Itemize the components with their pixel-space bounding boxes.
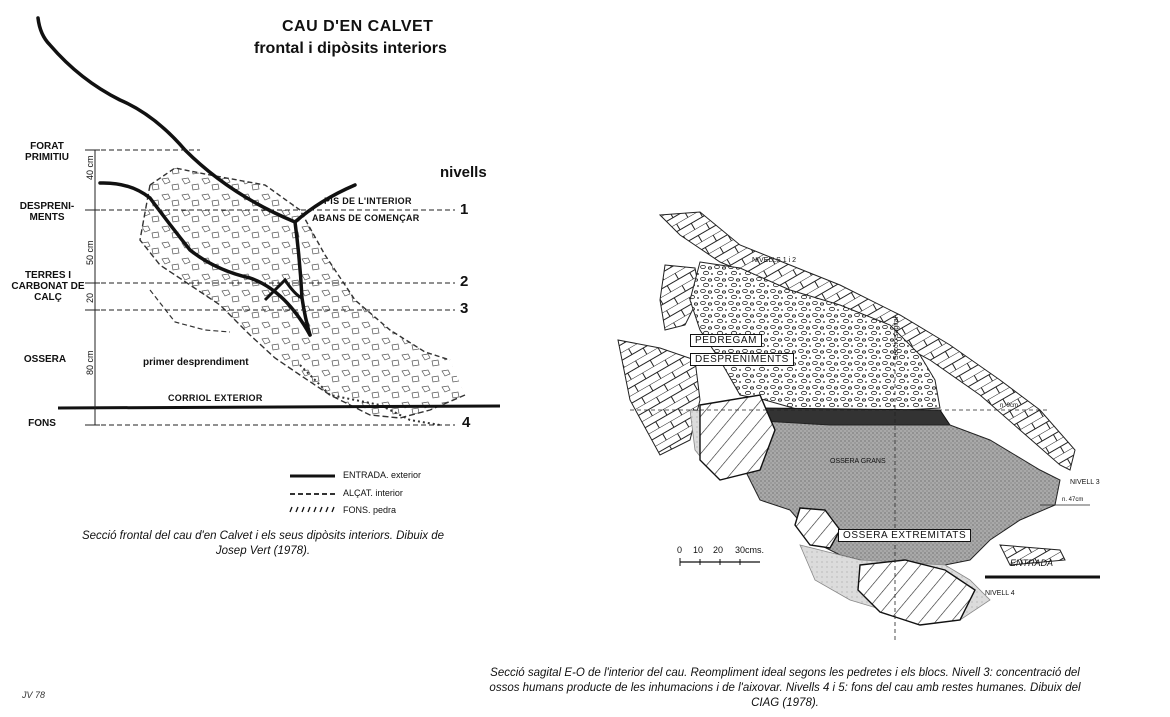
measure-80cm: 80 cm xyxy=(85,350,95,375)
label-terres: TERRES I CARBONAT DE CALÇ xyxy=(11,270,85,303)
right-caption-line2: ossos humans producte de les inhumacions i de l'aixovar. Nivells 4 i 5: fons del cau amb restes humanes. Dibuix del xyxy=(489,682,1081,694)
left-caption xyxy=(28,529,498,559)
label-seccio-sagital: Secció sagital xyxy=(893,316,900,360)
primer-desprendiment-label: primer desprendiment xyxy=(143,357,249,368)
right-caption-line1: Secció sagital E-O de l'interior del cau. Reompliment ideal segons les pedretes i els blocs. Nivell 3: concentració del xyxy=(490,667,1080,679)
label-fons: FONS xyxy=(28,418,56,429)
legend-entrada: ENTRADA. exterior xyxy=(343,470,422,480)
legend-alcat: ALÇAT. interior xyxy=(343,488,403,498)
level-1: 1 xyxy=(460,201,469,218)
label-nivell-3: NIVELL 3 xyxy=(1070,479,1100,486)
label-despreniments-right: DESPRENIMENTS xyxy=(690,353,794,366)
label-nivells-1-2: NIVELLS 1 i 2 xyxy=(752,257,796,264)
label-pedregam: PEDREGAM xyxy=(690,334,762,347)
right-caption-line3: CIAG (1978). xyxy=(751,697,819,709)
measure-40cm: 40 cm xyxy=(85,155,95,180)
diagram-title: CAU D'EN CALVET xyxy=(282,18,434,35)
level-2: 2 xyxy=(460,273,469,290)
pis-interior-line1: PIS DE L'INTERIOR xyxy=(324,196,412,206)
label-n-9cm: n. 9cm xyxy=(1000,403,1019,409)
label-despreniments: DESPRENI- MENTS xyxy=(19,201,75,223)
scale-20: 20 xyxy=(713,545,724,555)
signature: JV 78 xyxy=(22,690,46,700)
legend-fons: FONS. pedra xyxy=(343,505,397,515)
sagittal-section-drawing xyxy=(618,212,1100,640)
frontal-section-drawing xyxy=(38,18,500,512)
level-3: 3 xyxy=(460,300,469,317)
label-ossera-grans: OSSERA GRANS xyxy=(830,458,886,465)
scale-0: 0 xyxy=(677,545,683,555)
left-caption-line1: Secció frontal del cau d'en Calvet i els seus dipòsits interiors. Dibuix de xyxy=(81,530,445,542)
measure-20: 20 xyxy=(85,292,95,303)
label-n-47cm: n. 47cm xyxy=(1062,497,1084,503)
label-entrada: ENTRADA xyxy=(1010,558,1054,568)
scale-30cms: 30cms. xyxy=(735,545,765,555)
label-ossera: OSSERA xyxy=(23,354,67,365)
left-caption-line2: Josep Vert (1978). xyxy=(215,545,311,557)
right-caption xyxy=(400,666,1170,711)
corriol-exterior-label: CORRIOL EXTERIOR xyxy=(168,393,263,403)
scale-10: 10 xyxy=(693,545,704,555)
diagram-subtitle: frontal i dipòsits interiors xyxy=(254,40,447,57)
pis-interior-line2: ABANS DE COMENÇAR xyxy=(312,213,420,223)
measure-50cm: 50 cm xyxy=(85,240,95,265)
nivells-title: nivells xyxy=(440,164,487,181)
level-4: 4 xyxy=(462,414,471,431)
label-forat-primitiu: FORAT PRIMITIU xyxy=(25,141,69,163)
label-nivell-4: NIVELL 4 xyxy=(985,590,1015,597)
label-ossera-extremitats: OSSERA EXTREMITATS xyxy=(838,529,971,542)
